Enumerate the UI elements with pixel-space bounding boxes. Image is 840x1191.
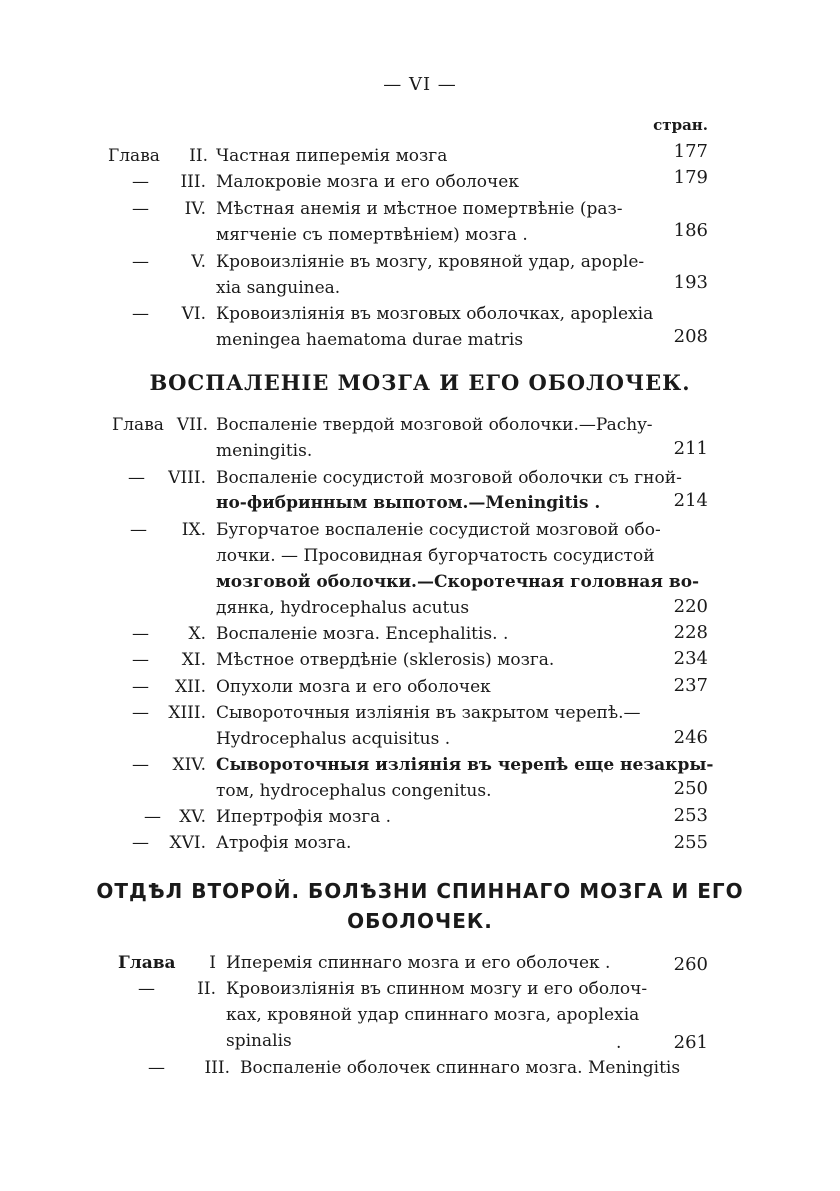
entry-numeral: VI. [181, 304, 206, 324]
entry-numeral: V. [191, 252, 206, 272]
entry-leader-dot: . [616, 1033, 622, 1053]
entry-page: 211 [673, 438, 708, 459]
entry-line: Кровоизліянія въ спинном мозгу и его оболоч- [226, 979, 648, 999]
entry-line: Иперемія спиннаго мозга и его оболочек . [226, 953, 611, 973]
entry-numeral: XII. [175, 677, 206, 697]
entry-line: meningitis. [216, 441, 313, 461]
entry-line: лочки. — Просовидная бугорчатость сосудистой [216, 546, 655, 566]
entry-line: meningea haematoma durae matris [216, 330, 524, 350]
entry-numeral: III. [180, 172, 206, 192]
entry-page: 193 [673, 272, 708, 293]
entry-numeral: XV. [179, 807, 206, 827]
entry-numeral: VII. [176, 415, 208, 435]
entry-line: мозговой оболочки.—Скоротечная головная во- [216, 572, 700, 592]
entry-prefix: Глава [118, 953, 176, 973]
entry-numeral: XIII. [168, 703, 206, 723]
entry-page: 214 [673, 490, 708, 511]
entry-page: 237 [673, 675, 708, 696]
entry-prefix: — [132, 677, 149, 697]
entry-prefix: — [132, 624, 149, 644]
entry-page: 246 [673, 727, 708, 748]
entry-prefix: — [132, 304, 149, 324]
entry-line: Сывороточныя изліянія въ закрытом черепѣ.— [216, 703, 641, 723]
entry-prefix: — [138, 979, 155, 999]
entry-page: 228 [673, 622, 708, 643]
entry-prefix: — [144, 807, 161, 827]
entry-line: Мѣстное отвердѣніе (sklerosis) мозга. [216, 650, 555, 670]
entry-page: 253 [673, 805, 708, 826]
entry-page: 220 [673, 596, 708, 617]
entry-line: spinalis [226, 1031, 292, 1051]
entry-prefix: — [148, 1058, 165, 1078]
entry-line: ках, кровяной удар спиннаго мозга, apoplexia [226, 1005, 640, 1025]
part-heading-line-2: ОБОЛОЧЕК. [347, 909, 493, 933]
entry-line: Малокровіе мозга и его оболочек [216, 172, 519, 192]
entry-numeral: I [209, 953, 216, 973]
entry-prefix: Глава [108, 146, 160, 166]
entry-line: Воспаленіе сосудистой мозговой оболочки съ гной- [216, 468, 682, 488]
entry-numeral: III. [204, 1058, 230, 1078]
entry-line: Воспаленіе оболочек спиннаго мозга. Meningitis [240, 1058, 681, 1078]
entry-line: Атрофія мозга. [216, 833, 352, 853]
entry-numeral: IX. [181, 520, 206, 540]
entry-page: 177 [673, 141, 708, 162]
entry-prefix: — [132, 172, 149, 192]
entry-line: xia sanguinea. [216, 278, 341, 298]
entry-line: Воспаленіе мозга. Encephalitis. . [216, 624, 509, 644]
entry-line: Частная пиперемія мозга [216, 146, 448, 166]
entry-line: но-фибринным выпотом.—Meningitis . [216, 493, 601, 513]
entry-line: Кровоизліянія въ мозговых оболочках, apoplexia [216, 304, 654, 324]
section-heading: ВОСПАЛЕНІЕ МОЗГА И ЕГО ОБОЛОЧЕК. [149, 370, 691, 395]
entry-numeral: XVI. [169, 833, 206, 853]
entry-numeral: XIV. [172, 755, 206, 775]
entry-page: 261 [673, 1032, 708, 1053]
entry-prefix: Глава [112, 415, 164, 435]
entry-prefix: — [128, 468, 145, 488]
entry-numeral: X. [188, 624, 206, 644]
entry-page: 234 [673, 648, 708, 669]
entry-prefix: — [132, 833, 149, 853]
entry-line: Опухоли мозга и его оболочек [216, 677, 491, 697]
entry-prefix: — [132, 755, 149, 775]
entry-numeral: II. [189, 146, 208, 166]
entry-line: Ипертрофія мозга . [216, 807, 392, 827]
entry-page: 186 [673, 220, 708, 241]
entry-line: Hydrocephalus acquisitus . [216, 729, 451, 749]
entry-line: Кровоизліяніе въ мозгу, кровяной удар, aрople- [216, 252, 645, 272]
entry-prefix: — [132, 650, 149, 670]
entry-numeral: IV. [184, 199, 206, 219]
part-heading-line-1: ОТДѢЛ ВТОРОЙ. БОЛѢЗНИ СПИННАГО МОЗГА И ЕГО [96, 879, 744, 903]
page-number: — VI — [383, 74, 457, 95]
entry-numeral: VIII. [168, 468, 206, 488]
entry-line: Бугорчатое воспаленіе сосудистой мозговой обо- [216, 520, 661, 540]
entry-page: 260 [673, 954, 708, 975]
entry-numeral: XI. [181, 650, 206, 670]
entry-page: 250 [673, 778, 708, 799]
entry-prefix: — [132, 199, 149, 219]
entry-page: 179 [673, 167, 708, 188]
entry-prefix: — [130, 520, 147, 540]
entry-page: 255 [673, 832, 708, 853]
entry-line: дянка, hydrocephalus acutus [216, 598, 470, 618]
entry-line: Мѣстная анемія и мѣстное помертвѣніе (раз- [216, 199, 623, 219]
entry-page: 208 [673, 326, 708, 347]
entry-line: мягченіе съ помертвѣніем) мозга . [216, 225, 528, 245]
entry-line: Сывороточныя изліянія въ черепѣ еще незакры- [216, 755, 714, 775]
entry-prefix: — [132, 252, 149, 272]
entry-prefix: — [132, 703, 149, 723]
entry-line: том, hydrocephalus congenitus. [216, 781, 492, 801]
page-column-header: стран. [653, 116, 708, 134]
entry-numeral: II. [197, 979, 216, 999]
entry-line: Воспаленіе твердой мозговой оболочки.—Pachy- [216, 415, 653, 435]
